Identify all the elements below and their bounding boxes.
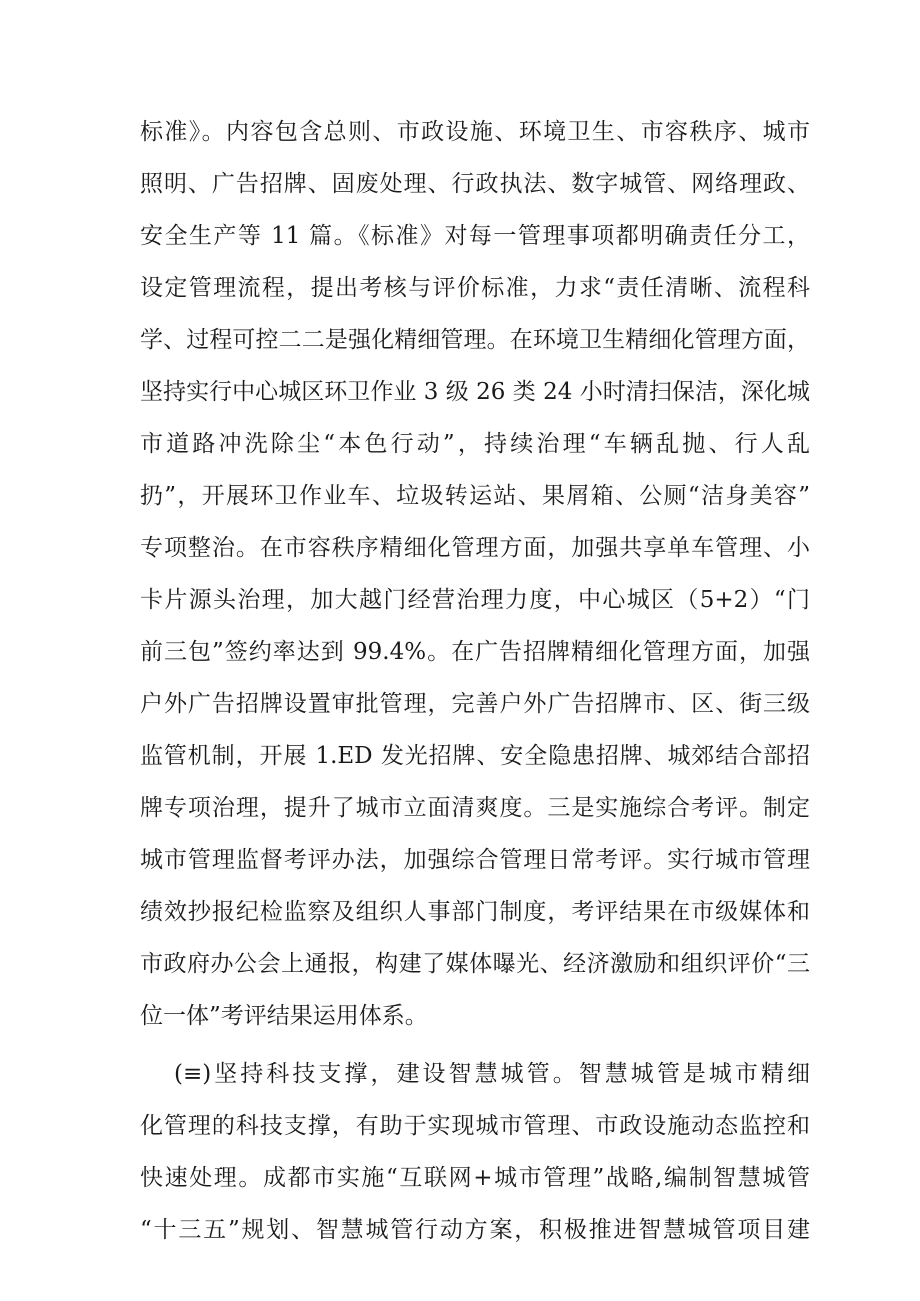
text-line-16: 绩效抄报纪检监察及组织人事部门制度，考评结果在市级媒体和	[140, 899, 810, 925]
text-line-3: 安全生产等 11 篇。《标准》对每一管理事项都明确责任分工，	[140, 223, 810, 249]
text-line-17: 市政府办公会上通报，构建了媒体曝光、经济激励和组织评价“三	[140, 951, 810, 977]
section-heading-line: (≡)坚持科技支撑，建设智慧城管。智慧城管是城市精细	[174, 1061, 810, 1087]
text-line-21: 快速处理。成都市实施“互联网+城市管理”战略,编制智慧城管	[140, 1165, 810, 1191]
text-line-12: 户外广告招牌设置审批管理，完善户外广告招牌市、区、街三级	[140, 691, 810, 717]
text-line-1: 标准》。内容包含总则、市政设施、环境卫生、市容秩序、城市	[140, 119, 810, 145]
text-line-4: 设定管理流程，提出考核与评价标准，力求“责任清晰、流程科	[140, 275, 810, 301]
text-line-9: 专项整治。在市容秩序精细化管理方面，加强共享单车管理、小	[140, 535, 810, 561]
text-line-20: 化管理的科技支撑，有助于实现城市管理、市政设施动态监控和	[140, 1113, 810, 1139]
text-line-11: 前三包”签约率达到 99.4%。在广告招牌精细化管理方面，加强	[140, 639, 810, 665]
text-line-10: 卡片源头治理，加大越门经营治理力度，中心城区（5+2）“门	[140, 587, 810, 613]
text-line-13: 监管机制，开展 1.ED 发光招牌、安全隐患招牌、城郊结合部招	[140, 743, 810, 769]
text-line-5: 学、过程可控二二是强化精细管理。在环境卫生精细化管理方面，	[140, 327, 810, 353]
text-line-6: 坚持实行中心城区环卫作业 3 级 26 类 24 小时清扫保洁，深化城	[140, 379, 810, 405]
text-line-22: “十三五”规划、智慧城管行动方案，积极推进智慧城管项目建	[140, 1217, 810, 1243]
text-line-7: 市道路冲洗除尘“本色行动”，持续治理“车辆乱抛、行人乱	[140, 431, 810, 457]
text-line-8: 扔”，开展环卫作业车、垃圾转运站、果屑箱、公厕“洁身美容”	[140, 483, 810, 509]
text-line-2: 照明、广告招牌、固废处理、行政执法、数字城管、网络理政、	[140, 171, 810, 197]
text-line-14: 牌专项治理，提升了城市立面清爽度。三是实施综合考评。制定	[140, 795, 810, 821]
body-text	[140, 106, 810, 1256]
text-line-15: 城市管理监督考评办法，加强综合管理日常考评。实行城市管理	[140, 847, 810, 873]
text-line-18: 位一体”考评结果运用体系。	[140, 1003, 428, 1029]
